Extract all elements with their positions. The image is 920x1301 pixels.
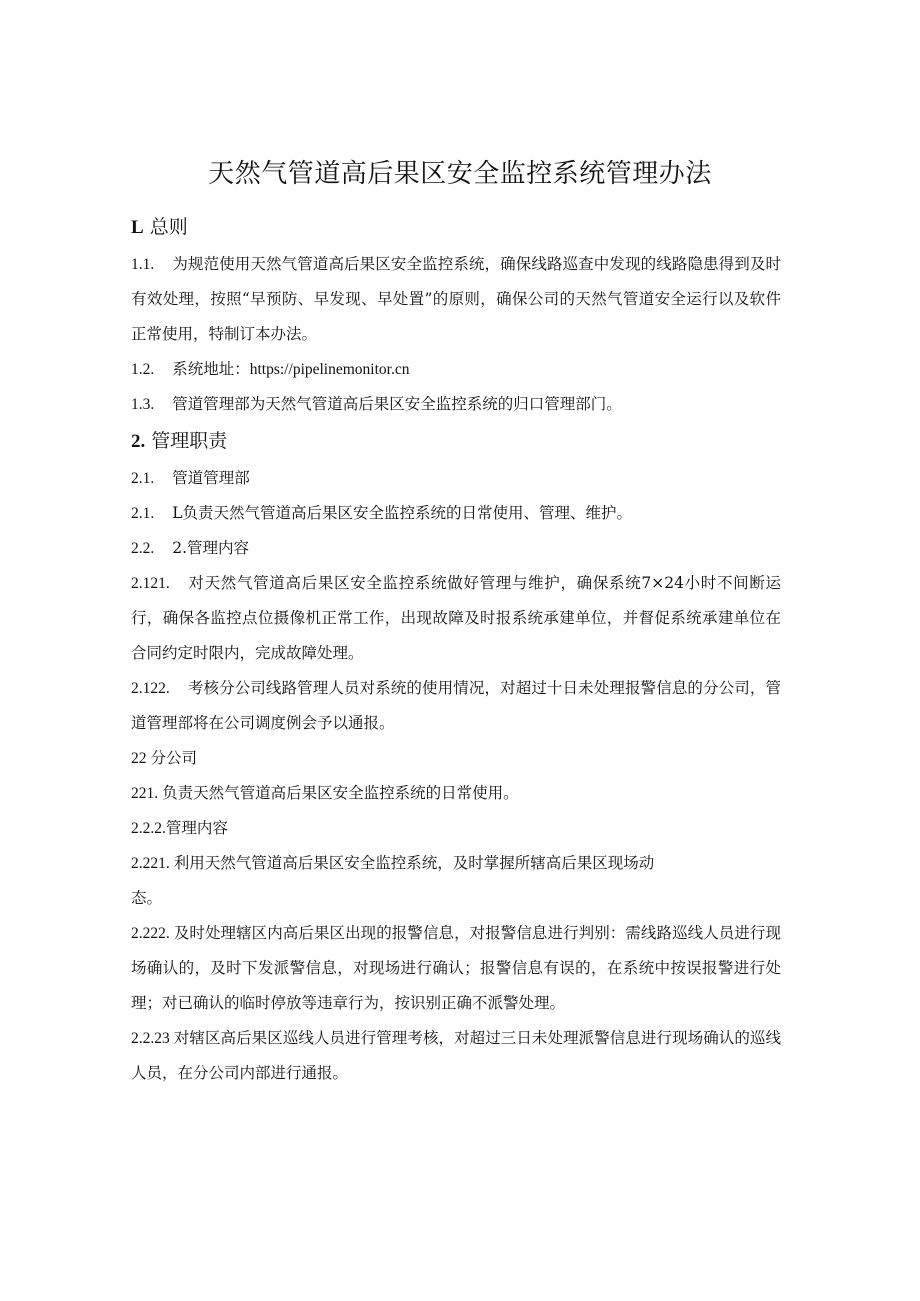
clause-number: 2.2.2. — [131, 820, 166, 837]
clause-text: 考核分公司线路管理人员对系统的使用情况，对超过十日未处理报警信息的分公司，管道管理部将在公司调度例会予以通报。 — [131, 679, 781, 732]
clause-paragraph — [131, 247, 781, 352]
clause-number: 2.121. — [131, 575, 170, 592]
section-number: 2. — [131, 431, 146, 452]
clause-text: 为规范使用天然气管道高后果区安全监控系统，确保线路巡查中发现的线路隐患得到及时有效处理，按照“早预防、早发现、早处置”的原则，确保公司的天然气管道安全运行以及软件正常使用，特制订本办法。 — [131, 255, 781, 343]
clause-text: 2.管理内容 — [172, 539, 250, 557]
clause-number: 2.2.23 — [131, 1030, 170, 1047]
clause-paragraph — [131, 531, 781, 566]
section-heading-responsibilities — [131, 424, 781, 459]
clause-text: 对天然气管道高后果区安全监控系统做好管理与维护，确保系统7×24小时不间断运行，确保各监控点位摄像机正常工作，出现故障及时报系统承建单位，并督促系统承建单位在合同约定时限内，完成故障处理。 — [131, 574, 781, 662]
document-title: 天然气管道高后果区安全监控系统管理办法 — [208, 159, 712, 189]
clause-text: 对辖区高后果区巡线人员进行管理考核，对超过三日未处理派警信息进行现场确认的巡线人员，在分公司内部进行通报。 — [131, 1029, 781, 1082]
clause-text: 及时处理辖区内高后果区出现的报警信息，对报警信息进行判别：需线路巡线人员进行现场确认的，及时下发派警信息，对现场进行确认；报警信息有误的，在系统中按误报警进行处理；对已确认的临时停放等违章行为，按识别正确不派警处理。 — [131, 924, 781, 1012]
clause-number: 2.222. — [131, 925, 170, 942]
clause-text: 态。 — [131, 889, 163, 907]
clause-text: L负责天然气管道高后果区安全监控系统的日常使用、管理、维护。 — [172, 504, 633, 522]
clause-paragraph — [131, 496, 781, 531]
clause-text: 系统地址：https://pipelinemonitor.cn — [172, 361, 410, 378]
document-body — [131, 208, 781, 1091]
section-title: 管理职责 — [151, 430, 228, 452]
clause-number: 221. — [131, 785, 159, 802]
clause-number: 2.221. — [131, 855, 170, 872]
clause-text: 负责天然气管道高后果区安全监控系统的日常使用。 — [162, 784, 519, 802]
clause-paragraph — [131, 352, 781, 387]
clause-number: 1.1. — [131, 256, 155, 273]
section-title: 总则 — [149, 216, 188, 238]
clause-paragraph — [131, 776, 781, 811]
clause-text: 利用天然气管道高后果区安全监控系统，及时掌握所辖高后果区现场动 — [173, 854, 655, 872]
clause-number: 1.2. — [131, 361, 155, 378]
clause-paragraph — [131, 811, 781, 846]
clause-paragraph — [131, 916, 781, 1021]
clause-number: 2.122. — [131, 680, 170, 697]
clause-text: 分公司 — [150, 749, 198, 767]
clause-paragraph-continued — [131, 881, 781, 916]
section-heading-general — [131, 210, 781, 245]
clause-paragraph — [131, 1021, 781, 1091]
clause-paragraph — [131, 846, 781, 881]
clause-paragraph — [131, 387, 781, 422]
clause-number: 2.1. — [131, 470, 155, 487]
clause-text: 管道管理部为天然气管道高后果区安全监控系统的归口管理部门。 — [172, 395, 622, 413]
section-number: L — [131, 217, 144, 238]
clause-number: 2.2. — [131, 540, 155, 557]
clause-paragraph — [131, 461, 781, 496]
clause-number: 22 — [131, 750, 147, 767]
clause-paragraph — [131, 671, 781, 741]
clause-number: 1.3. — [131, 396, 155, 413]
clause-paragraph — [131, 741, 781, 776]
clause-number: 2.1. — [131, 505, 155, 522]
clause-text: 管道管理部 — [172, 469, 250, 487]
clause-paragraph — [131, 566, 781, 671]
clause-text: 管理内容 — [165, 819, 228, 837]
